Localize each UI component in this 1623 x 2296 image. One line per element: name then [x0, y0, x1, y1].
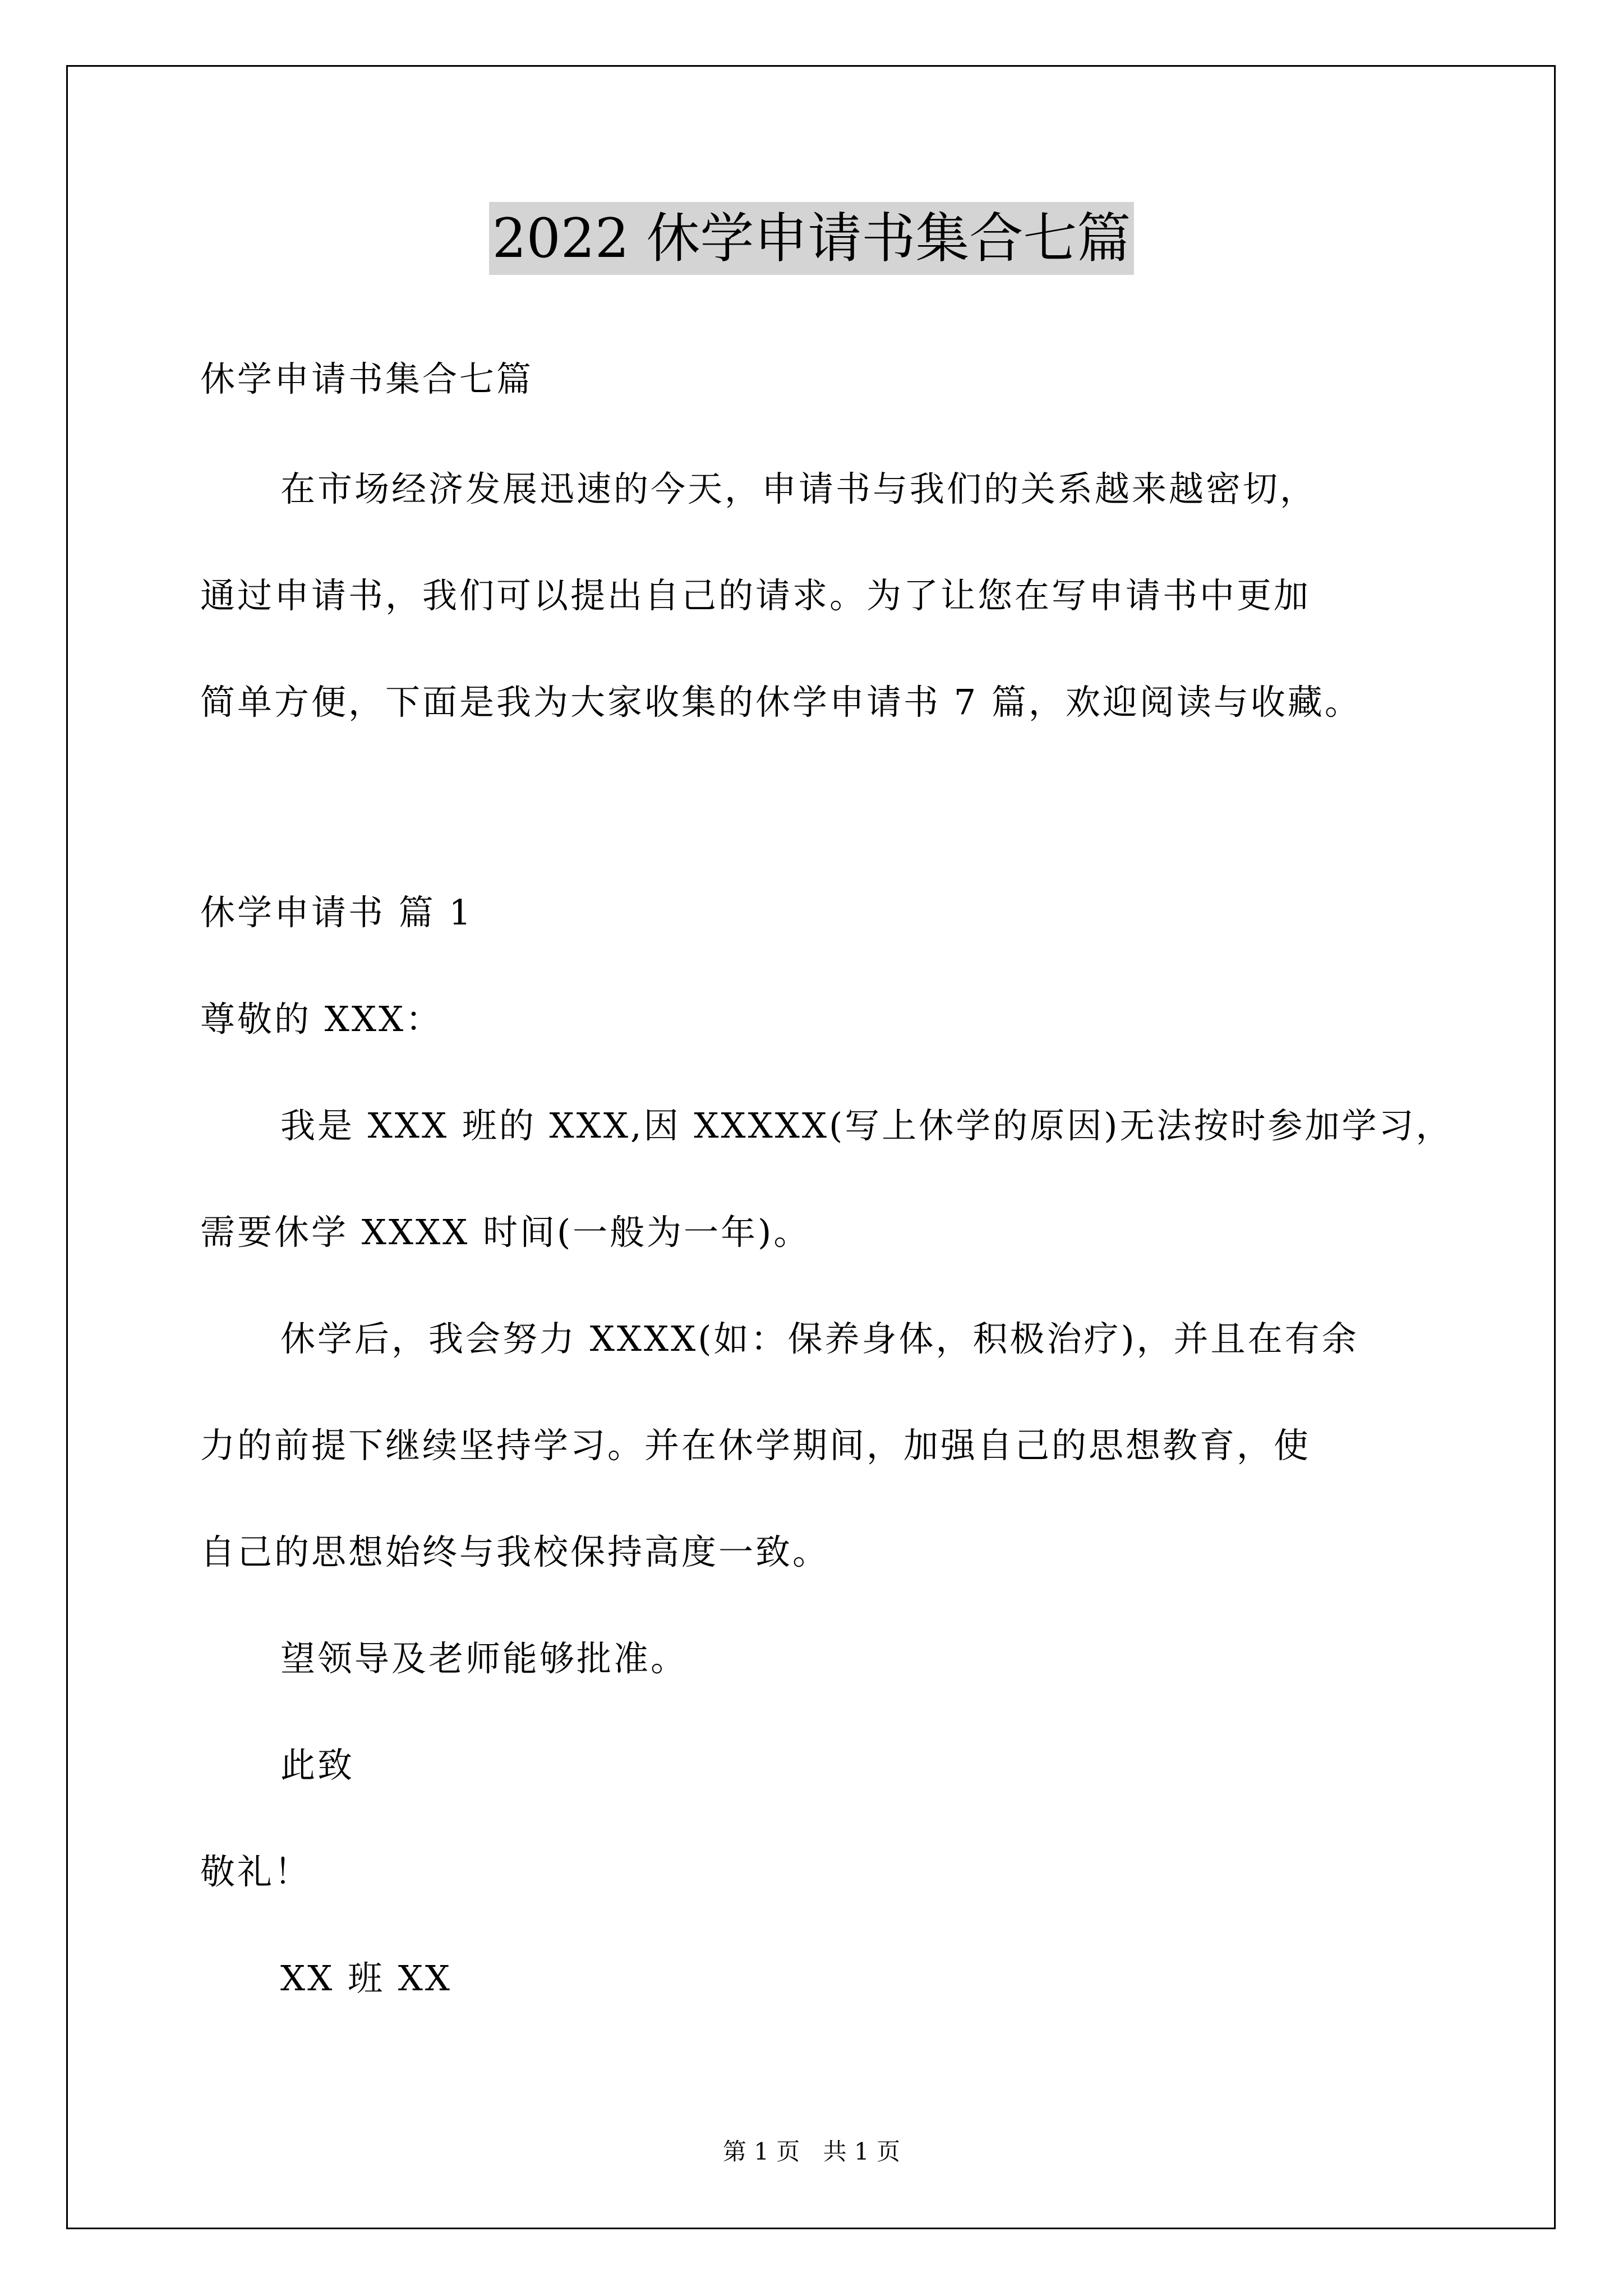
para3: 望领导及老师能够批准。	[280, 1638, 688, 1679]
para2-line-1: 休学后，我会努力 XXXX(如：保养身体，积极治疗)，并且在有余	[280, 1318, 1359, 1359]
intro-line-2: 通过申请书，我们可以提出自己的请求。为了让您在写申请书中更加	[200, 575, 1311, 616]
document-title: 2022 休学申请书集合七篇	[489, 202, 1135, 275]
para2-line-2: 力的前提下继续坚持学习。并在休学期间，加强自己的思想教育，使	[200, 1425, 1311, 1466]
para2-line-3: 自己的思想始终与我校保持高度一致。	[200, 1531, 830, 1572]
closing-line-1: 此致	[280, 1745, 355, 1786]
title-container	[0, 202, 1623, 275]
intro-line-3: 简单方便，下面是我为大家收集的休学申请书 7 篇，欢迎阅读与收藏。	[200, 682, 1362, 723]
para1-line-1: 我是 XXX 班的 XXX,因 XXXXX(写上休学的原因)无法按时参加学习，	[280, 1105, 1453, 1146]
intro-line-1: 在市场经济发展迅速的今天，申请书与我们的关系越来越密切，	[280, 468, 1317, 509]
closing-line-2: 敬礼！	[200, 1851, 312, 1892]
page-number: 第 1 页	[722, 2138, 800, 2165]
subtitle: 休学申请书集合七篇	[200, 358, 534, 399]
page-footer	[0, 2135, 1623, 2169]
para1-line-2: 需要休学 XXXX 时间(一般为一年)。	[200, 1212, 811, 1253]
section-heading: 休学申请书 篇 1	[200, 892, 473, 933]
page-total: 共 1 页	[823, 2138, 901, 2165]
salutation: 尊敬的 XXX：	[200, 999, 443, 1039]
signature: XX 班 XX	[280, 1958, 452, 1999]
